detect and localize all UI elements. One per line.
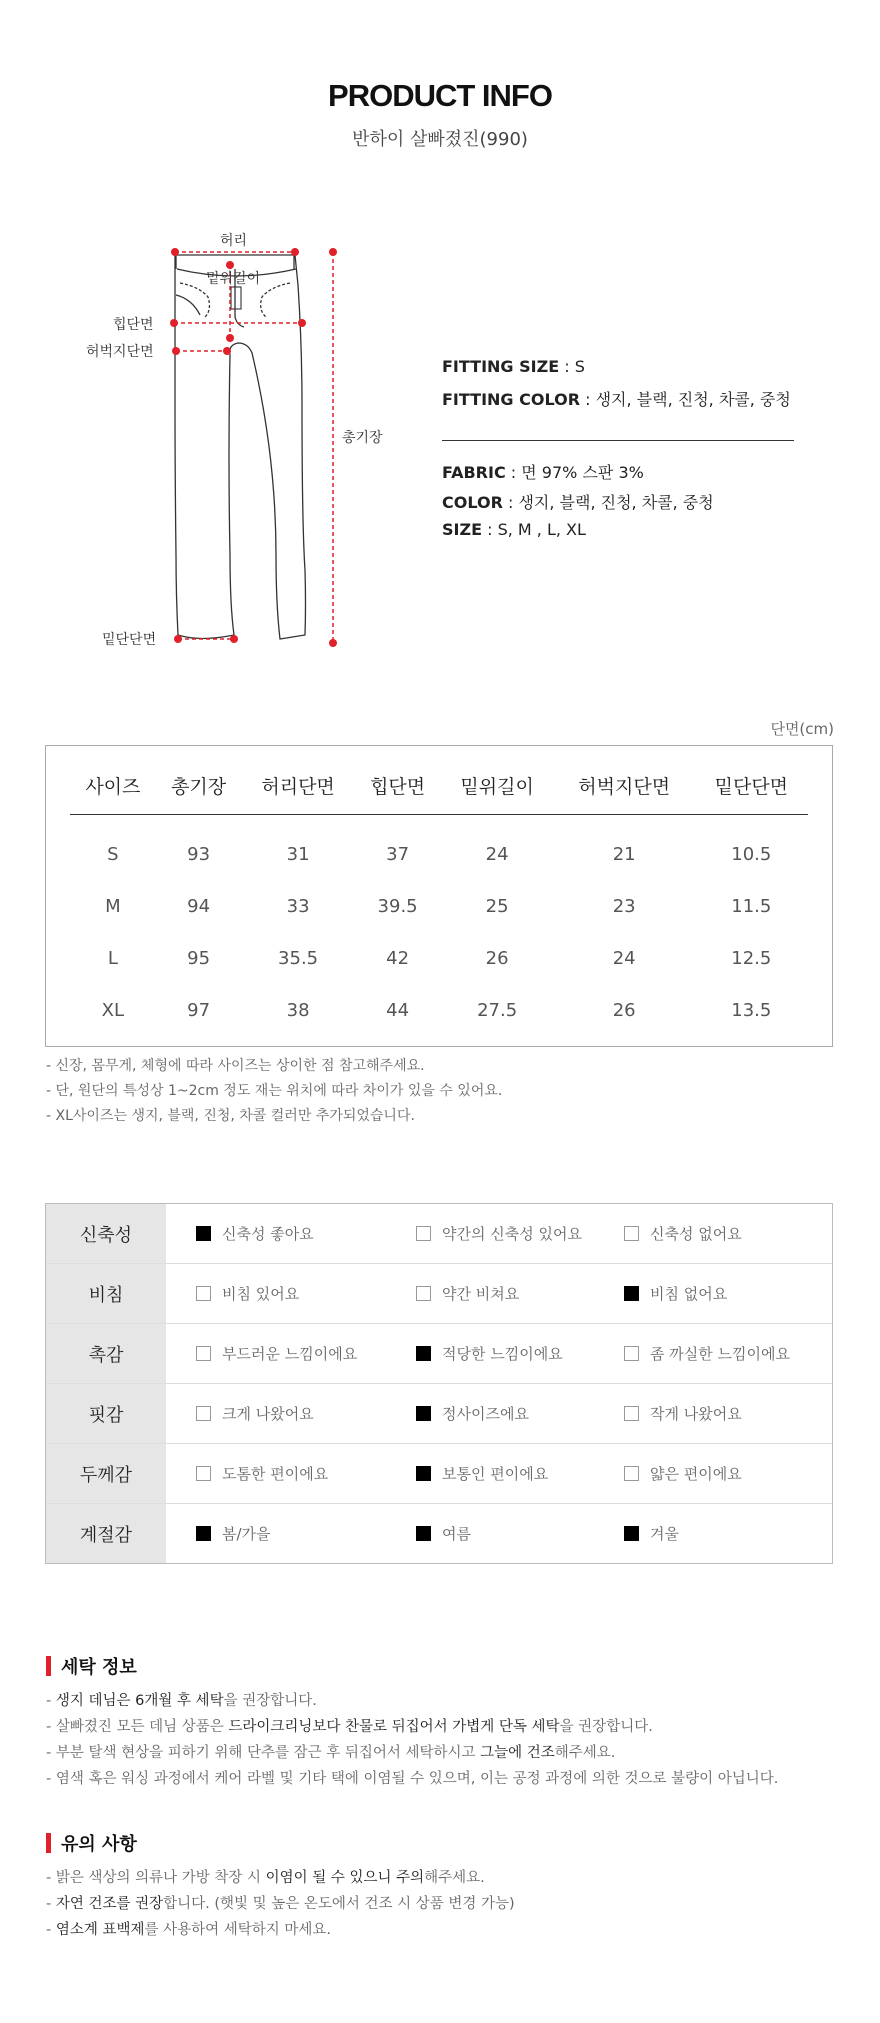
feel-option [196, 1504, 271, 1563]
feel-option-label: 여름 [442, 1525, 471, 1543]
size-col-header: 허벅지단면 [554, 756, 695, 815]
feel-label: 계절감 [46, 1504, 166, 1563]
feel-option [624, 1324, 790, 1383]
size-cell: 11.5 [731, 895, 772, 917]
size-cell: 38 [286, 999, 310, 1021]
feel-label: 핏감 [46, 1384, 166, 1443]
size-cell: 37 [386, 843, 410, 865]
list-item: - 밝은 색상의 의류나 가방 착장 시 이염이 될 수 있으니 주의해주세요. [46, 1870, 485, 1886]
note-item: - 신장, 몸무게, 체형에 따라 사이즈는 상이한 점 참고해주세요. [46, 1058, 425, 1074]
feel-option [624, 1264, 727, 1323]
unit-label: 단면(cm) [770, 720, 834, 738]
size-cell: 25 [485, 895, 509, 917]
feel-label: 비침 [46, 1264, 166, 1323]
feel-row [46, 1324, 832, 1384]
label-total-length: 총기장 [342, 430, 383, 446]
feel-option [196, 1324, 357, 1383]
feel-option-label: 약간의 신축성 있어요 [442, 1225, 582, 1243]
pants-outline [175, 255, 306, 639]
checked-box-icon [196, 1526, 211, 1541]
size-cell: 42 [386, 947, 410, 969]
list-item: - 자연 건조를 권장합니다. (햇빛 및 높은 온도에서 건조 시 상품 변경 가능) [46, 1896, 515, 1912]
size-col-header: 사이즈 [70, 756, 156, 815]
feel-option [196, 1204, 314, 1263]
feel-option-label: 신축성 없어요 [650, 1225, 742, 1243]
empty-box-icon [416, 1226, 431, 1241]
size-cell: 97 [187, 999, 211, 1021]
feel-option [624, 1444, 742, 1503]
feel-label: 신축성 [46, 1204, 166, 1263]
feel-option-label: 겨울 [650, 1525, 679, 1543]
size-cell: 23 [612, 895, 636, 917]
feel-option [196, 1444, 328, 1503]
feel-option [416, 1324, 563, 1383]
checked-box-icon [416, 1346, 431, 1361]
color: COLOR : 생지, 블랙, 진청, 차콜, 중청 [442, 493, 714, 512]
caution-list [46, 1865, 515, 1943]
size-cell: 26 [612, 999, 636, 1021]
size-col-header: 허리단면 [241, 756, 354, 815]
list-item: - 살빠졌진 모든 데님 상품은 드라이크리닝보다 찬물로 뒤집어서 가볍게 단독 세탁을 권장합니다. [46, 1719, 653, 1735]
size-cell: XL [101, 999, 125, 1021]
size-col-header: 밑단단면 [695, 756, 808, 815]
washing-list [46, 1688, 778, 1792]
size-cell: 12.5 [731, 947, 772, 969]
list-item: - 염색 혹은 워싱 과정에서 케어 라벨 및 기타 택에 이염될 수 있으며, 이는 공정 과정에 의한 것으로 불량이 아닙니다. [46, 1771, 779, 1787]
size-cell: 24 [612, 947, 636, 969]
size-cell: M [105, 895, 121, 917]
list-item: - 염소계 표백제를 사용하여 세탁하지 마세요. [46, 1922, 332, 1938]
feel-option [196, 1264, 299, 1323]
info-divider [442, 440, 794, 441]
empty-box-icon [196, 1286, 211, 1301]
caution-title: 유의 사항 [46, 1830, 137, 1856]
size-cell: 93 [187, 843, 211, 865]
size-cell: 35.5 [278, 947, 319, 969]
feel-row [46, 1384, 832, 1444]
checked-box-icon [624, 1526, 639, 1541]
size-cell: 31 [286, 843, 310, 865]
feel-option [416, 1384, 529, 1443]
size-cell: 44 [386, 999, 410, 1021]
size-col-header: 총기장 [156, 756, 242, 815]
size-cell: 13.5 [731, 999, 772, 1021]
feel-option-label: 신축성 좋아요 [222, 1225, 314, 1243]
label-hip: 힙단면 [113, 317, 154, 333]
feel-option-label: 봄/가을 [222, 1525, 271, 1543]
pants-measurement-diagram [80, 225, 400, 655]
feel-option [624, 1204, 742, 1263]
feel-label: 두께감 [46, 1444, 166, 1503]
size-table-box [45, 745, 833, 1047]
empty-box-icon [624, 1346, 639, 1361]
size-row [70, 815, 808, 881]
feel-option-label: 비침 없어요 [650, 1285, 728, 1303]
feel-option [416, 1444, 548, 1503]
note-item: - 단, 원단의 특성상 1~2cm 정도 재는 위치에 따라 차이가 있을 수 있어요. [46, 1083, 503, 1099]
section-marker [46, 1833, 51, 1853]
feel-row [46, 1444, 832, 1504]
empty-box-icon [416, 1286, 431, 1301]
size-col-header: 힙단면 [355, 756, 441, 815]
empty-box-icon [624, 1466, 639, 1481]
feel-option-label: 크게 나왔어요 [222, 1405, 314, 1423]
empty-box-icon [624, 1226, 639, 1241]
size-cell: 24 [485, 843, 509, 865]
feel-option [624, 1384, 742, 1443]
size-notes [46, 1054, 502, 1129]
feel-option-label: 적당한 느낌이에요 [442, 1345, 563, 1363]
size-cell: 27.5 [477, 999, 518, 1021]
size-cell: 33 [286, 895, 310, 917]
size-list: SIZE : S, M , L, XL [442, 520, 586, 539]
feel-row [46, 1264, 832, 1324]
fitting-color: FITTING COLOR : 생지, 블랙, 진청, 차콜, 중청 [442, 390, 791, 409]
feel-option-label: 좀 까실한 느낌이에요 [650, 1345, 790, 1363]
label-rise: 밑위길이 [206, 271, 261, 287]
feel-option-label: 약간 비쳐요 [442, 1285, 520, 1303]
size-col-header: 밑위길이 [440, 756, 553, 815]
label-waist: 허리 [220, 233, 248, 249]
note-item: - XL사이즈는 생지, 블랙, 진청, 차콜 컬러만 추가되었습니다. [46, 1108, 415, 1124]
size-cell: L [107, 947, 118, 969]
size-cell: S [107, 843, 119, 865]
size-cell: 39.5 [377, 895, 418, 917]
feel-row [46, 1504, 832, 1563]
feel-label: 촉감 [46, 1324, 166, 1383]
empty-box-icon [196, 1346, 211, 1361]
size-table [70, 756, 808, 1036]
feel-option-label: 작게 나왔어요 [650, 1405, 742, 1423]
checked-box-icon [416, 1526, 431, 1541]
feel-option-label: 정사이즈에요 [442, 1405, 529, 1423]
fabric-feel-table [45, 1203, 833, 1564]
size-row [70, 932, 808, 984]
size-row [70, 984, 808, 1036]
fabric: FABRIC : 면 97% 스판 3% [442, 463, 644, 482]
checked-box-icon [196, 1226, 211, 1241]
feel-option [416, 1504, 471, 1563]
size-cell: 94 [187, 895, 211, 917]
size-cell: 10.5 [731, 843, 772, 865]
feel-option [624, 1504, 679, 1563]
feel-option-label: 부드러운 느낌이에요 [222, 1345, 358, 1363]
label-thigh: 허벅지단면 [86, 344, 154, 360]
feel-option [416, 1204, 582, 1263]
label-hem: 밑단단면 [102, 632, 157, 648]
empty-box-icon [196, 1466, 211, 1481]
list-item: - 부분 탈색 현상을 피하기 위해 단추를 잠근 후 뒤집어서 세탁하시고 그늘에 건조해주세요. [46, 1745, 616, 1761]
checked-box-icon [624, 1286, 639, 1301]
feel-option [196, 1384, 314, 1443]
fitting-size: FITTING SIZE : S [442, 357, 585, 376]
size-row [70, 880, 808, 932]
page-title: PRODUCT INFO [328, 78, 552, 113]
product-name: 반하이 살빠졌진(990) [352, 129, 528, 150]
feel-option-label: 비침 있어요 [222, 1285, 300, 1303]
washing-title: 세탁 정보 [46, 1653, 137, 1679]
feel-row [46, 1204, 832, 1264]
list-item: - 생지 데님은 6개월 후 세탁을 권장합니다. [46, 1693, 317, 1709]
feel-option-label: 보통인 편이에요 [442, 1465, 549, 1483]
checked-box-icon [416, 1466, 431, 1481]
feel-option [416, 1264, 519, 1323]
section-marker [46, 1656, 51, 1676]
empty-box-icon [196, 1406, 211, 1421]
size-cell: 95 [187, 947, 211, 969]
feel-option-label: 도톰한 편이에요 [222, 1465, 329, 1483]
size-cell: 21 [612, 843, 636, 865]
feel-option-label: 얇은 편이에요 [650, 1465, 742, 1483]
size-cell: 26 [485, 947, 509, 969]
empty-box-icon [624, 1406, 639, 1421]
checked-box-icon [416, 1406, 431, 1421]
